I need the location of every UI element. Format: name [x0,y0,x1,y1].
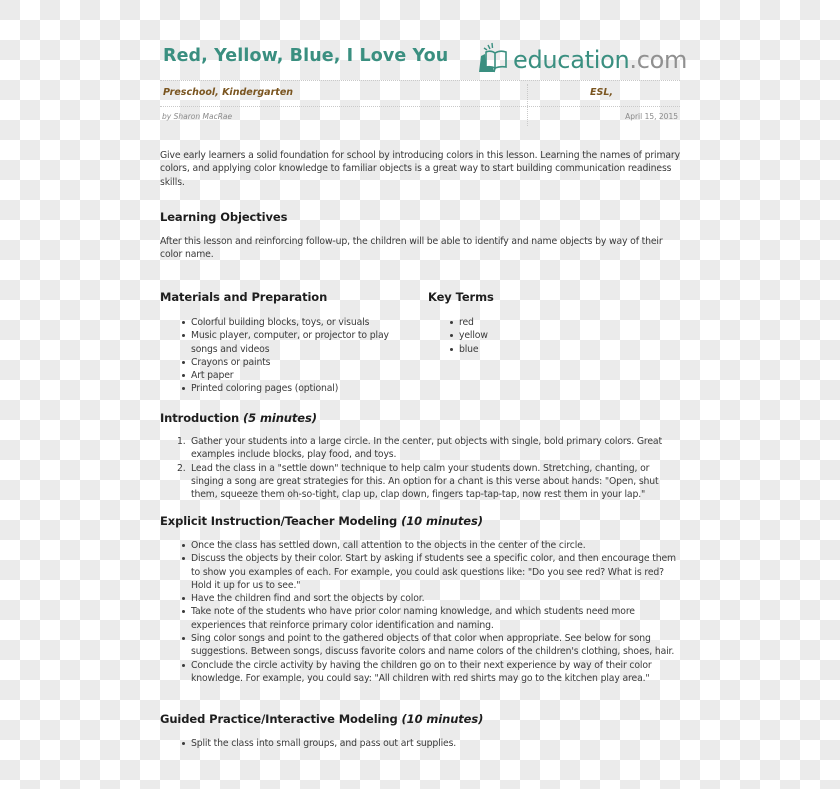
learning-objectives-heading: Learning Objectives [160,210,288,224]
list-item: blue [428,343,678,356]
guided-practice-list [160,737,680,750]
list-item: Colorful building blocks, toys, or visuals [160,316,400,329]
materials-list [160,316,400,396]
subject-label: ESL, [590,87,613,98]
introduction-section [160,411,680,501]
introduction-steps [160,435,680,501]
learning-objectives-section [160,210,680,262]
lesson-title: Red, Yellow, Blue, I Love You [163,46,449,66]
guided-practice-section [160,712,680,750]
list-item: Music player, computer, or projector to play songs and videos [160,329,400,356]
header-divider [160,80,680,81]
author-byline: by Sharon MacRae [162,112,233,121]
intro-section [160,149,680,189]
materials-column [160,290,410,396]
key-terms-list [428,316,678,356]
list-item: Have the children find and sort the objects by color. [160,592,680,605]
key-terms-heading: Key Terms [428,290,494,304]
materials-heading: Materials and Preparation [160,290,328,304]
list-item: Once the class has settled down, call attention to the objects in the center of the circle. [160,539,680,552]
list-item: 1. Gather your students into a large circle. In the center, put objects with single, bold primary colors. Great examples include blocks, play food, and toys. [177,436,662,461]
meta-divider [160,106,680,107]
logo-wordmark: education.com [513,46,688,74]
materials-keyterms-section [160,290,680,400]
lesson-plan-page [160,0,688,789]
list-item: red [428,316,678,329]
list-item: yellow [428,329,678,342]
list-item: Discuss the objects by their color. Start by asking if students see a specific color, and then encourage them to show you examples of each. For example, you could ask questions like: "Do you see red? What is red? Hold it up for us to see." [160,552,680,592]
publish-date: April 15, 2015 [625,112,678,121]
list-item: Sing color songs and point to the gathered objects of that color when appropriate. See below for song suggestions. Between songs, discuss favorite colors and name colors of the children's clothing, shoes, hair. [160,632,680,659]
education-com-logo[interactable] [477,40,687,74]
header-vertical-divider [527,84,528,126]
list-item: Crayons or paints [160,356,400,369]
explicit-instruction-heading: Explicit Instruction/Teacher Modeling (10 minutes) [160,514,483,528]
introduction-heading: Introduction (5 minutes) [160,411,317,425]
list-item: Printed coloring pages (optional) [160,382,400,395]
list-item: 2. Lead the class in a "settle down" technique to help calm your students down. Stretching, chanting, or singing a song are great strategies for this. An option for a chant is this verse about hands: "Open, shut them, squeeze them oh-so-tight, clap up, clap down, fingers tap-tap-tap, now rest them in your lap." [177,462,659,501]
grade-level: Preschool, Kindergarten [163,87,294,98]
intro-paragraph: Give early learners a solid foundation for school by introducing colors in this lesson. Learning the names of primary colors, and applying color knowledge to familiar objects is a great way to start building communication readiness skills. [160,150,680,188]
list-item: Conclude the circle activity by having the children go on to their next experience by way of their color knowledge. For example, you could say: "All children with red shirts may go to the kitchen play area." [160,659,680,686]
explicit-instruction-section [160,514,680,685]
list-item: Split the class into small groups, and pass out art supplies. [160,737,680,750]
learning-objectives-text: After this lesson and reinforcing follow-up, the children will be able to identify and name objects by way of their color name. [160,236,663,261]
open-book-icon [477,42,511,74]
key-terms-column [428,290,678,356]
list-item: Art paper [160,369,400,382]
list-item: Take note of the students who have prior color naming knowledge, and which students need more experiences that reinforce primary color identification and naming. [160,605,680,632]
explicit-instruction-list [160,539,680,685]
guided-practice-heading: Guided Practice/Interactive Modeling (10 minutes) [160,712,484,726]
